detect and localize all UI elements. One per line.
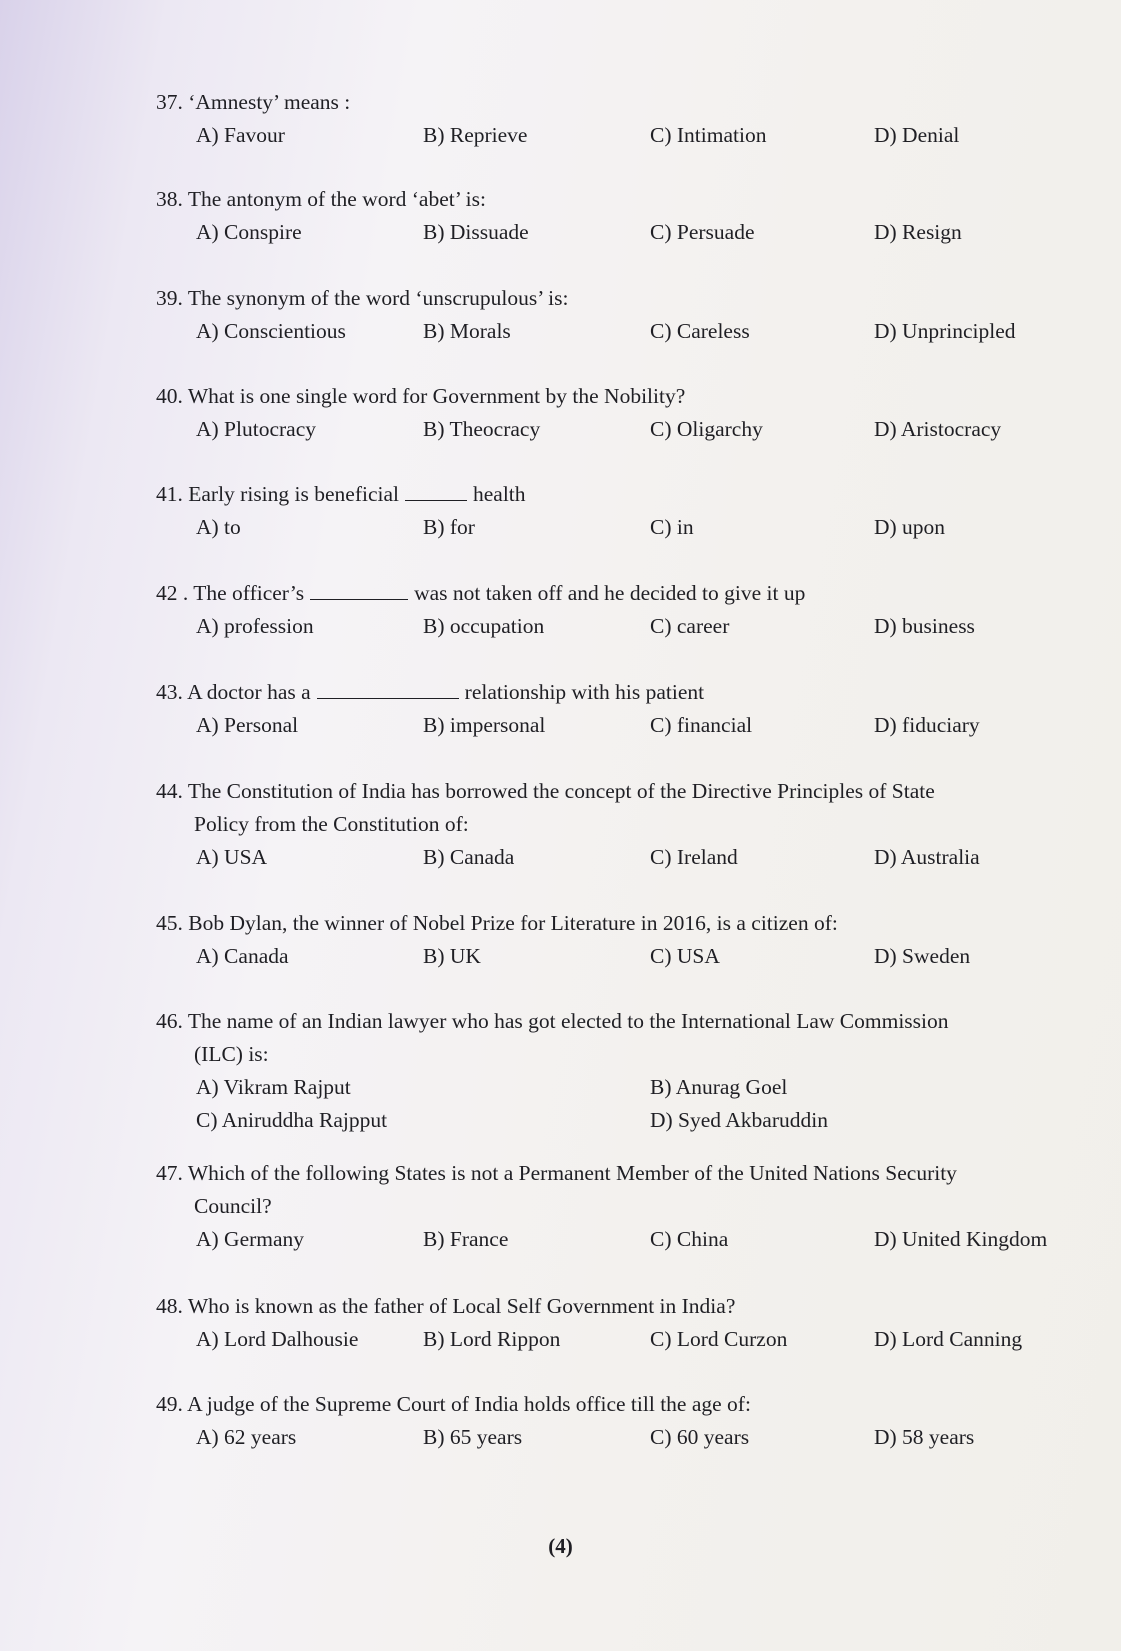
- option-a: A) Canada: [196, 944, 289, 968]
- options-row: [156, 119, 1106, 152]
- question-40: [156, 380, 1106, 446]
- option-d: D) Australia: [874, 845, 980, 869]
- option-a: A) Plutocracy: [196, 417, 317, 441]
- option-b: B) Canada: [423, 845, 515, 869]
- option-b: B) UK: [423, 944, 481, 968]
- option-a: A) Personal: [196, 713, 299, 737]
- option-c: C) financial: [650, 713, 753, 737]
- option-c: C) Oligarchy: [650, 417, 763, 441]
- option-b: B) Morals: [423, 319, 511, 343]
- question-stem: The antonym of the word ‘abet’ is:: [187, 187, 486, 211]
- option-c: C) career: [650, 614, 730, 638]
- option-b: B) impersonal: [423, 713, 546, 737]
- option-a: A) Vikram Rajput: [196, 1075, 351, 1099]
- question-43: [156, 676, 1106, 742]
- option-b: B) for: [423, 515, 475, 539]
- question-number: 44.: [156, 779, 183, 803]
- option-b: B) France: [423, 1227, 509, 1251]
- option-d: D) Aristocracy: [874, 417, 1002, 441]
- option-c: C) Persuade: [650, 220, 755, 244]
- option-b: B) 65 years: [423, 1425, 523, 1449]
- question-stem-continued: Council?: [194, 1194, 272, 1218]
- options-row: [156, 1104, 1106, 1137]
- option-a: A) Lord Dalhousie: [196, 1327, 359, 1351]
- option-b: B) Dissuade: [423, 220, 529, 244]
- option-d: D) Lord Canning: [874, 1327, 1023, 1351]
- option-d: D) business: [874, 614, 975, 638]
- question-stem-after: health: [473, 482, 526, 506]
- question-number: 39.: [156, 286, 183, 310]
- question-37: [156, 86, 1106, 152]
- options-row: [156, 1071, 1106, 1104]
- question-47: [156, 1157, 1106, 1256]
- option-d: D) Sweden: [874, 944, 971, 968]
- question-number: 45.: [156, 911, 183, 935]
- option-c: C) Lord Curzon: [650, 1327, 788, 1351]
- option-d: D) Unprincipled: [874, 319, 1016, 343]
- question-stem-after: relationship with his patient: [464, 680, 705, 704]
- question-46: [156, 1005, 1106, 1137]
- options-row: [156, 315, 1106, 348]
- option-c: C) Ireland: [650, 845, 738, 869]
- question-stem: Which of the following States is not a Permanent Member of the United Nations Security: [187, 1161, 957, 1185]
- options-row: [156, 709, 1106, 742]
- question-stem-before: A doctor has a: [187, 680, 311, 704]
- question-49: [156, 1388, 1106, 1454]
- option-a: A) to: [196, 515, 241, 539]
- question-number: 43.: [156, 680, 183, 704]
- question-42: [156, 577, 1106, 643]
- option-d: D) Syed Akbaruddin: [650, 1108, 828, 1132]
- option-d: D) Resign: [874, 220, 962, 244]
- question-stem-before: The officer’s: [193, 581, 305, 605]
- options-row: [156, 610, 1106, 643]
- option-c: C) USA: [650, 944, 720, 968]
- question-number: 48.: [156, 1294, 183, 1318]
- question-number: 47.: [156, 1161, 183, 1185]
- fill-blank: [317, 680, 459, 699]
- question-number: 46.: [156, 1009, 183, 1033]
- question-39: [156, 282, 1106, 348]
- options-row: [156, 940, 1106, 973]
- option-c: C) Intimation: [650, 123, 767, 147]
- question-stem: The synonym of the word ‘unscrupulous’ is:: [187, 286, 569, 310]
- option-a: A) 62 years: [196, 1425, 297, 1449]
- option-d: D) Denial: [874, 123, 960, 147]
- question-number: 37.: [156, 90, 183, 114]
- option-a: A) profession: [196, 614, 314, 638]
- question-stem-continued: (ILC) is:: [194, 1042, 269, 1066]
- option-b: B) occupation: [423, 614, 545, 638]
- option-b: B) Anurag Goel: [650, 1075, 788, 1099]
- option-a: A) Conspire: [196, 220, 302, 244]
- question-stem: The name of an Indian lawyer who has got elected to the International Law Commission: [187, 1009, 949, 1033]
- option-a: A) Conscientious: [196, 319, 346, 343]
- question-45: [156, 907, 1106, 973]
- question-number: 41.: [156, 482, 183, 506]
- question-stem: Bob Dylan, the winner of Nobel Prize for Literature in 2016, is a citizen of:: [188, 911, 838, 935]
- question-stem: ‘Amnesty’ means :: [188, 90, 351, 114]
- question-stem-continued: Policy from the Constitution of:: [194, 812, 469, 836]
- option-d: D) United Kingdom: [874, 1227, 1048, 1251]
- options-row: [156, 1223, 1106, 1256]
- option-c: C) China: [650, 1227, 729, 1251]
- option-d: D) fiduciary: [874, 713, 980, 737]
- option-b: B) Reprieve: [423, 123, 528, 147]
- option-b: B) Lord Rippon: [423, 1327, 561, 1351]
- question-number: 38.: [156, 187, 183, 211]
- question-stem: A judge of the Supreme Court of India holds office till the age of:: [187, 1392, 751, 1416]
- question-stem: What is one single word for Government by the Nobility?: [187, 384, 686, 408]
- question-44: [156, 775, 1106, 874]
- options-row: [156, 1323, 1106, 1356]
- question-number: 49.: [156, 1392, 183, 1416]
- question-stem: The Constitution of India has borrowed the concept of the Directive Principles of State: [187, 779, 935, 803]
- fill-blank: [310, 581, 408, 600]
- question-41: [156, 478, 1106, 544]
- option-b: B) Theocracy: [423, 417, 541, 441]
- question-stem-before: Early rising is beneficial: [188, 482, 399, 506]
- question-number: 42 .: [156, 581, 189, 605]
- page-number: (4): [548, 1534, 573, 1558]
- fill-blank: [405, 482, 467, 501]
- options-row: [156, 413, 1106, 446]
- question-stem: Who is known as the father of Local Self Government in India?: [187, 1294, 736, 1318]
- options-row: [156, 1421, 1106, 1454]
- question-38: [156, 183, 1106, 249]
- option-a: A) Germany: [196, 1227, 305, 1251]
- option-a: A) Favour: [196, 123, 285, 147]
- options-row: [156, 511, 1106, 544]
- question-stem-after: was not taken off and he decided to give it up: [414, 581, 806, 605]
- option-c: C) 60 years: [650, 1425, 750, 1449]
- option-c: C) in: [650, 515, 694, 539]
- option-c: C) Aniruddha Rajpput: [196, 1108, 388, 1132]
- option-d: D) 58 years: [874, 1425, 975, 1449]
- options-row: [156, 216, 1106, 249]
- option-d: D) upon: [874, 515, 946, 539]
- question-number: 40.: [156, 384, 183, 408]
- options-row: [156, 841, 1106, 874]
- question-48: [156, 1290, 1106, 1356]
- option-a: A) USA: [196, 845, 268, 869]
- option-c: C) Careless: [650, 319, 750, 343]
